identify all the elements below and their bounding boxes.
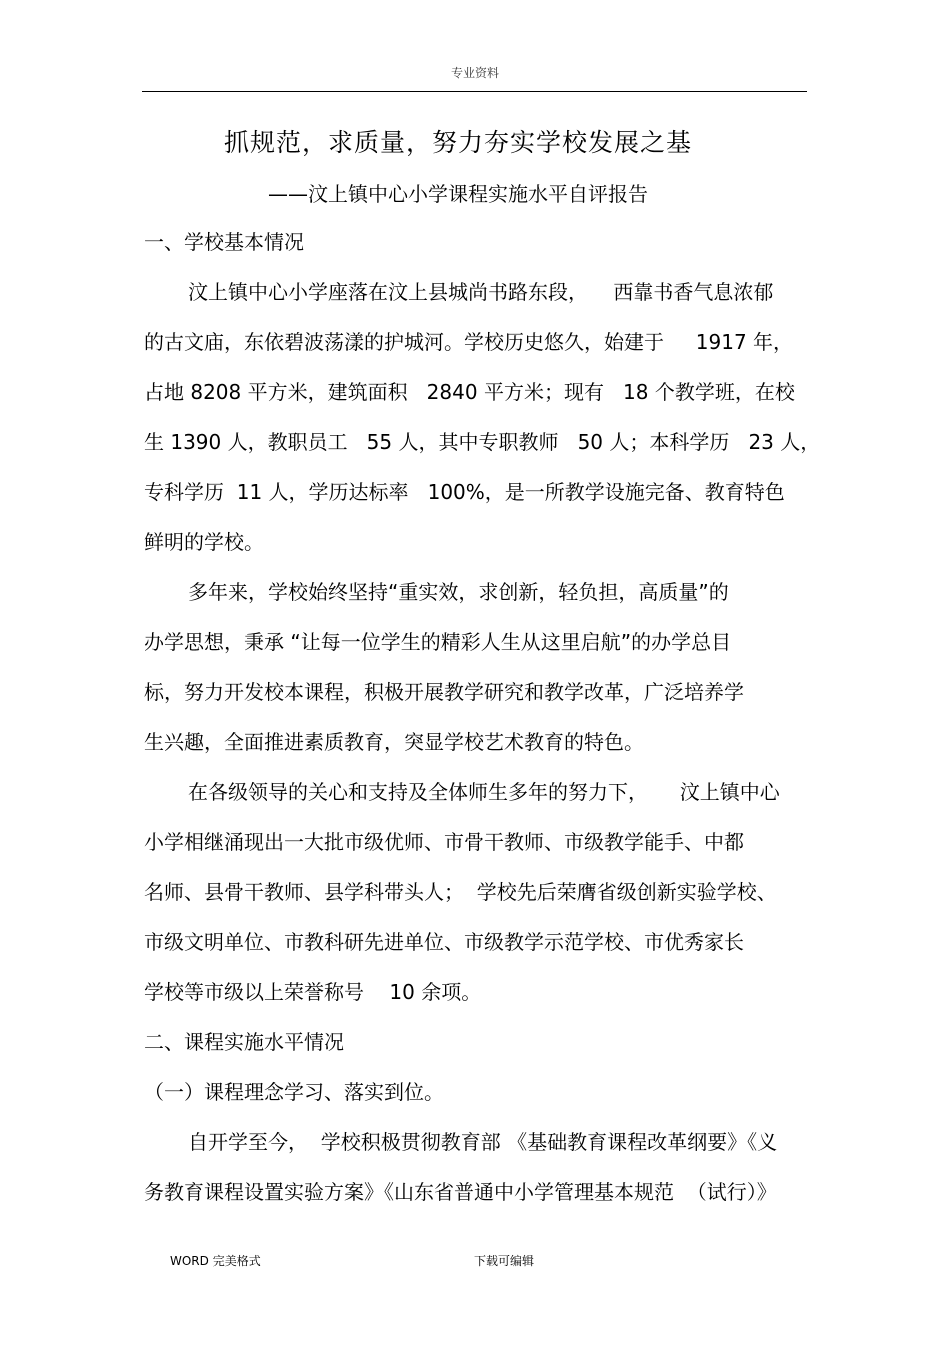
- section-heading: 一、学校基本情况: [144, 230, 304, 254]
- paragraph-line: 在各级领导的关心和支持及全体师生多年的努力下， 汶上镇中心: [188, 780, 780, 804]
- paragraph-line: 学校等市级以上荣誉称号 10 余项。: [144, 980, 482, 1004]
- paragraph-line: 务教育课程设置实验方案》《山东省普通中小学管理基本规范 （试行）》: [144, 1180, 777, 1204]
- footer-left: WORD 完美格式: [170, 1254, 261, 1268]
- paragraph-line: 名师、县骨干教师、县学科带头人； 学校先后荣膺省级创新实验学校、: [144, 880, 777, 904]
- paragraph-line: 生兴趣，全面推进素质教育，突显学校艺术教育的特色。: [144, 730, 644, 754]
- paragraph-line: 多年来，学校始终坚持“重实效，求创新，轻负担，高质量”的: [188, 580, 729, 604]
- document-title: 抓规范，求质量，努力夯实学校发展之基: [223, 128, 692, 157]
- paragraph-line: 市级文明单位、市教科研先进单位、市级教学示范学校、市优秀家长: [144, 930, 744, 954]
- paragraph-line: 自开学至今， 学校积极贯彻教育部 《基础教育课程改革纲要》《义: [188, 1130, 778, 1154]
- page-header: 专业资料: [450, 66, 499, 80]
- document-subtitle: ——汶上镇中心小学课程实施水平自评报告: [268, 182, 648, 206]
- section-heading: 二、课程实施水平情况: [144, 1030, 344, 1054]
- paragraph-line: 汶上镇中心小学座落在汶上县城尚书路东段， 西靠书香气息浓郁: [188, 280, 774, 304]
- paragraph-line: 鲜明的学校。: [144, 530, 264, 554]
- footer-center: 下载可编辑: [474, 1254, 535, 1268]
- paragraph-line: 占地 8208 平方米，建筑面积 2840 平方米；现有 18 个教学班，在校: [144, 380, 795, 404]
- paragraph-line: 生 1390 人，教职员工 55 人，其中专职教师 50 人；本科学历 23 人，: [144, 430, 821, 454]
- paragraph-line: 小学相继涌现出一大批市级优师、市骨干教师、市级教学能手、中都: [144, 830, 744, 854]
- subsection-heading: （一）课程理念学习、落实到位。: [144, 1080, 444, 1104]
- paragraph-line: 办学思想，秉承 “让每一位学生的精彩人生从这里启航”的办学总目: [144, 630, 732, 654]
- paragraph-line: 标，努力开发校本课程，积极开展教学研究和教学改革，广泛培养学: [144, 680, 744, 704]
- paragraph-line: 专科学历 11 人，学历达标率 100%，是一所教学设施完备、教育特色: [144, 480, 785, 504]
- header-divider: [142, 91, 807, 92]
- paragraph-line: 的古文庙，东依碧波荡漾的护城河。学校历史悠久，始建于 1917 年，: [144, 330, 794, 354]
